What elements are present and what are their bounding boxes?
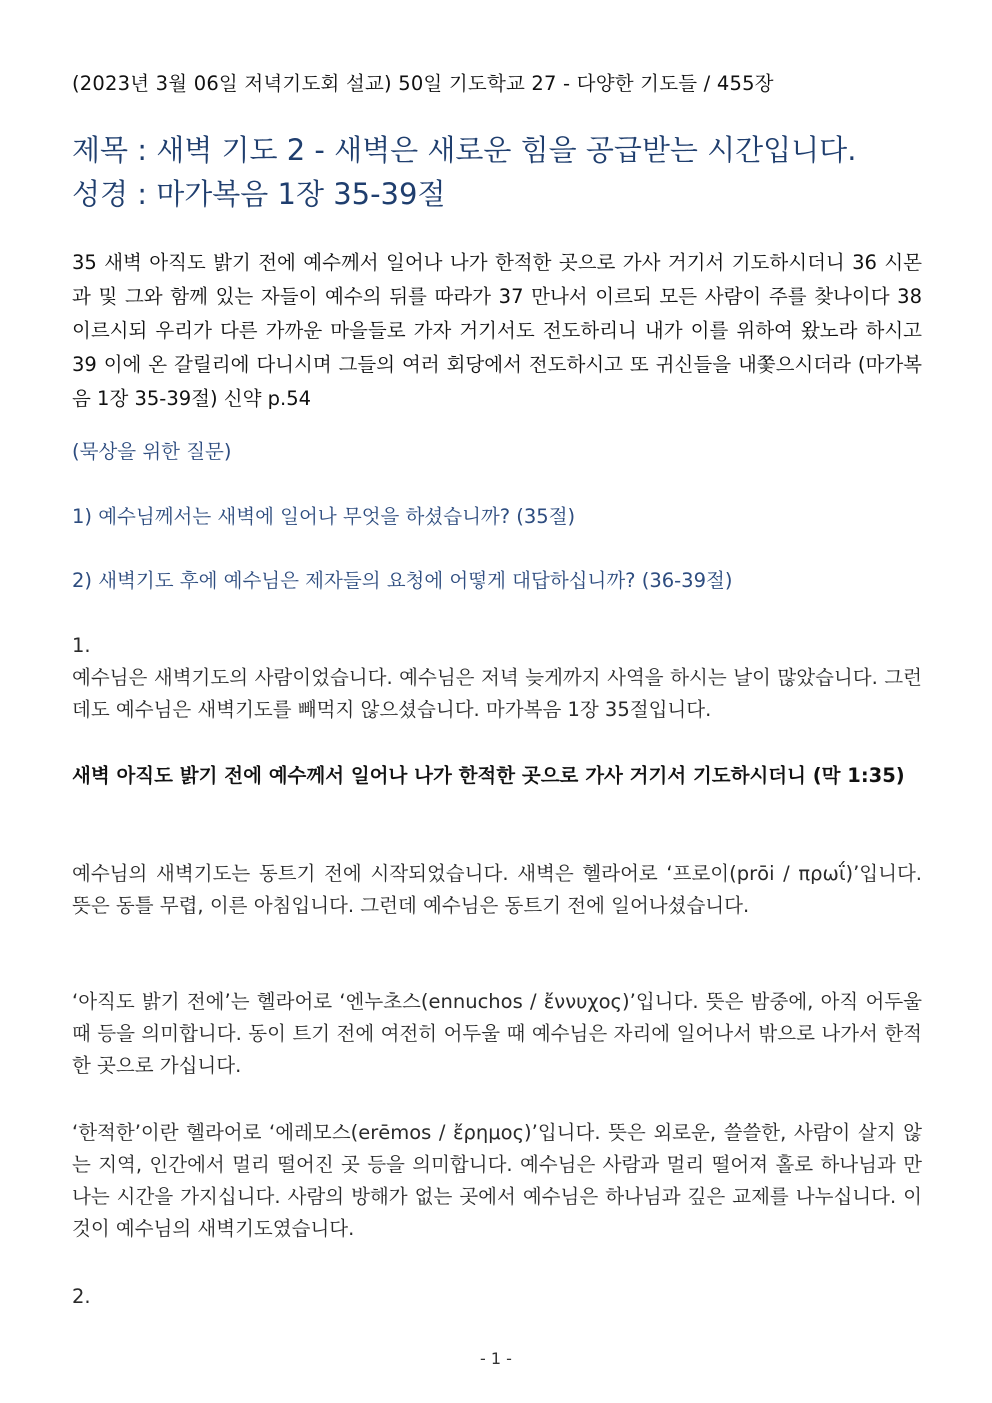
scripture-reference: 성경 : 마가복음 1장 35-39절 (72, 177, 446, 211)
meditation-question-2: 2) 새벽기도 후에 예수님은 제자들의 요청에 어떻게 대답하십니까? (36-39절) (72, 569, 733, 592)
section-number-1: 1. (72, 634, 91, 657)
section-number-2: 2. (72, 1285, 91, 1308)
sermon-header: (2023년 3월 06일 저녁기도회 설교) 50일 기도학교 27 - 다양한 기도들 / 455장 (72, 72, 774, 95)
bible-quote: 새벽 아직도 밝기 전에 예수께서 일어나 나가 한적한 곳으로 가사 거기서 기도하시더니 (막 1:35) (72, 764, 905, 787)
title-block (72, 128, 932, 216)
section1-paragraph-1: 예수님의 새벽기도는 동트기 전에 시작되었습니다. 새벽은 헬라어로 ‘프로이(prōi / πρωΐ)’입니다. 뜻은 동틀 무렵, 이른 아침입니다. 그런데 예수님은 동트기 전에 일어나셨습니다. (72, 862, 922, 917)
meditation-heading: (묵상을 위한 질문) (72, 440, 232, 463)
section1-intro: 예수님은 새벽기도의 사람이었습니다. 예수님은 저녁 늦게까지 사역을 하시는 날이 많았습니다. 그런데도 예수님은 새벽기도를 빼먹지 않으셨습니다. 마가복음 1장 35절입니다. (72, 666, 922, 721)
section1-paragraph-3: ‘한적한’이란 헬라어로 ‘에레모스(erēmos / ἔρημος)’입니다. 뜻은 외로운, 쓸쓸한, 사람이 살지 않는 지역, 인간에서 멀리 떨어진 곳 등을 의미합니다. 예수님은 사람과 멀리 떨어져 홀로 하나님과 만나는 시간을 가지십니다. 사람의 방해가 없는 곳에서 예수님은 하나님과 깊은 교제를 나누십니다. 이것이 예수님의 새벽기도였습니다. (72, 1121, 922, 1240)
sermon-title: 제목 : 새벽 기도 2 - 새벽은 새로운 힘을 공급받는 시간입니다. (72, 133, 857, 167)
section1-paragraph-2: ‘아직도 밝기 전에’는 헬라어로 ‘엔누초스(ennuchos / ἔννυχος)’입니다. 뜻은 밤중에, 아직 어두울 때 등을 의미합니다. 동이 트기 전에 여전히 어두울 때 예수님은 자리에 일어나서 밖으로 나가서 한적한 곳으로 가십니다. (72, 990, 922, 1077)
meditation-question-1: 1) 예수님께서는 새벽에 일어나 무엇을 하셨습니까? (35절) (72, 505, 576, 528)
page-number: - 1 - (480, 1349, 512, 1368)
scripture-passage: 35 새벽 아직도 밝기 전에 예수께서 일어나 나가 한적한 곳으로 가사 거기서 기도하시더니 36 시몬과 및 그와 함께 있는 자들이 예수의 뒤를 따라가 37 만나서 이르되 모든 사람이 주를 찾나이다 38 이르시되 우리가 다른 가까운 마을들로 가자 거기서도 전도하리니 내가 이를 위하여 왔노라 하시고 39 이에 온 갈릴리에 다니시며 그들의 여러 회당에서 전도하시고 또 귀신들을 내쫓으시더라 (마가복음 1장 35-39절) 신약 p.54 (72, 251, 922, 410)
